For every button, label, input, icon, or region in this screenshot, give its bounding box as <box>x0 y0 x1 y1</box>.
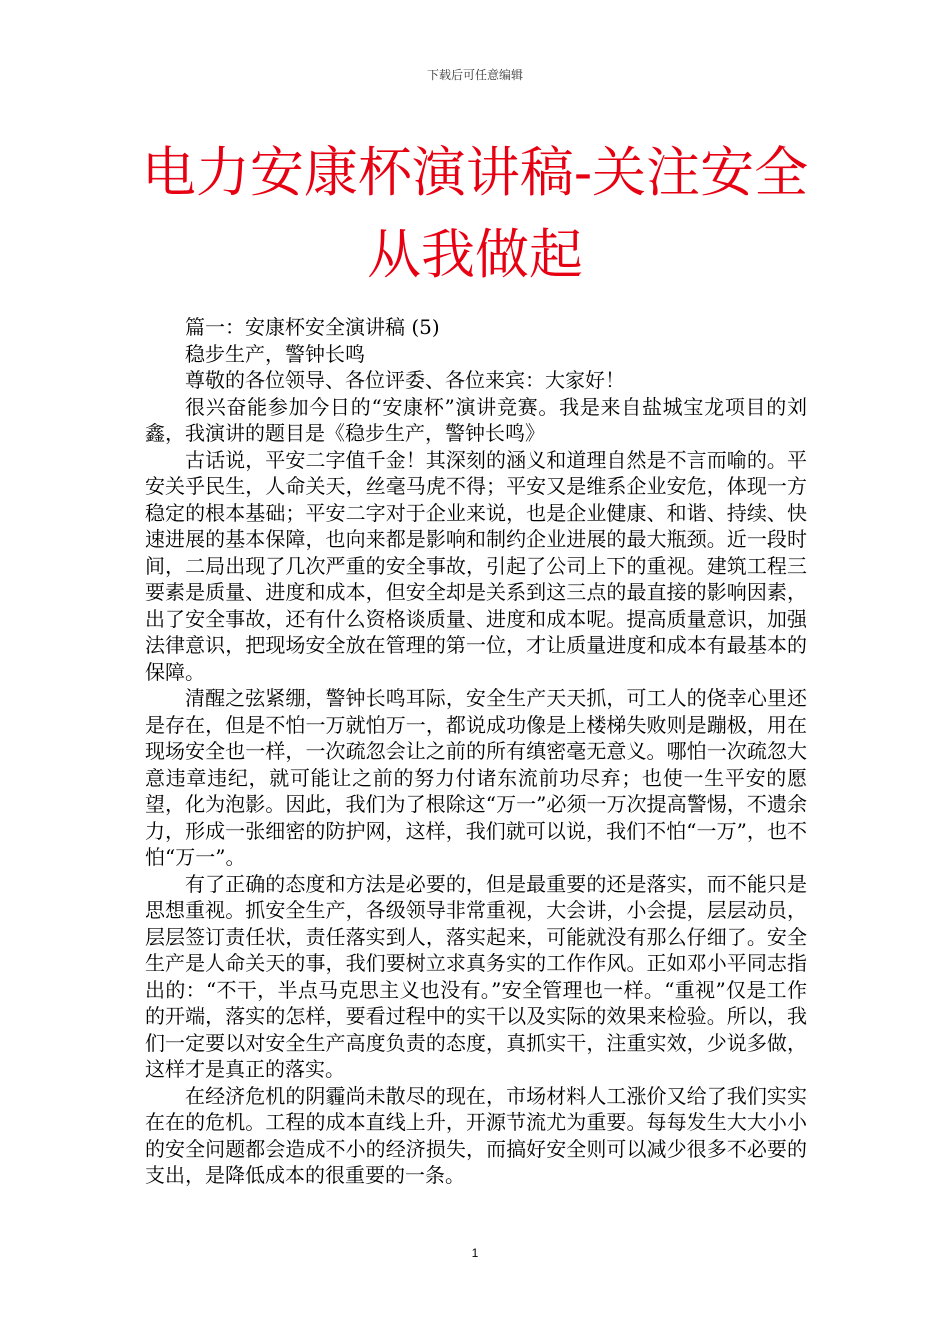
greeting: 尊敬的各位领导、各位评委、各位来宾：大家好！ <box>185 368 625 392</box>
paragraph: 清醒之弦紧绷，警钟长鸣耳际，安全生产天天抓，可工人的侥幸心里还是存在，但是不怕一万就怕万一，都说成功像是上楼梯失败则是蹦极，用在现场安全也一样，一次疏忽会让之前的所有缜密毫无意义。哪怕一次疏忽大意违章违纪，就可能让之前的努力付诸东流前功尽弃；也使一生平安的愿望，化为泡影。因此，我们为了根除这“万一”必须一万次提高警惕，不遗余力，形成一张细密的防护网，这样，我们就可以说，我们不怕“一万”，也不怕“万一”。 <box>145 686 807 869</box>
header-note: 下载后可任意编辑 <box>426 68 523 82</box>
speech-title: 稳步生产，警钟长鸣 <box>185 341 365 366</box>
document-title: 电力安康杯演讲稿-关注安全从我做起 <box>141 141 809 286</box>
paragraph: 在经济危机的阴霾尚未散尽的现在，市场材料人工涨价又给了我们实实在在的危机。工程的成本直线上升，开源节流尤为重要。每每发生大大小小的安全问题都会造成不小的经济损失，而搞好安全则可以减少很多不必要的支出，是降低成本的很重要的一条。 <box>145 1083 807 1187</box>
paragraph: 古话说，平安二字值千金！其深刻的涵义和道理自然是不言而喻的。平安关乎民生，人命关天，丝毫马虎不得；平安又是维系企业安危，体现一方稳定的根本基础；平安二字对于企业来说，也是企业健康、和谐、持续、快速进展的基本保障，也向来都是影响和制约企业进展的最大瓶颈。近一段时间，二局出现了几次严重的安全事故，引起了公司上下的重视。建筑工程三要素是质量、进度和成本，但安全却是关系到这三点的最直接的影响因素，出了安全事故，还有什么资格谈质量、进度和成本呢。提高质量意识，加强法律意识，把现场安全放在管理的第一位，才让质量进度和成本有最基本的保障。 <box>145 447 807 684</box>
page-number: 1 <box>471 1246 479 1260</box>
paragraph: 有了正确的态度和方法是必要的，但是最重要的还是落实，而不能只是思想重视。抓安全生产，各级领导非常重视，大会讲，小会提，层层动员，层层签订责任状，责任落实到人，落实起来，可能就没有那么仔细了。安全生产是人命关天的事，我们要树立求真务实的工作作风。正如邓小平同志指出的：“不干，半点马克思主义也没有。”安全管理也一样。“重视”仅是工作的开端，落实的怎样，要看过程中的实干以及实际的效果来检验。所以，我们一定要以对安全生产高度负责的态度，真抓实干，注重实效，少说多做，这样才是真正的落实。 <box>145 871 807 1081</box>
section-heading: 篇一：安康杯安全演讲稿 (5) <box>185 315 440 339</box>
document-body <box>145 314 807 1189</box>
paragraph: 很兴奋能参加今日的“安康杯”演讲竞赛。我是来自盐城宝龙项目的刘鑫，我演讲的题目是《稳步生产，警钟长鸣》 <box>145 394 807 445</box>
